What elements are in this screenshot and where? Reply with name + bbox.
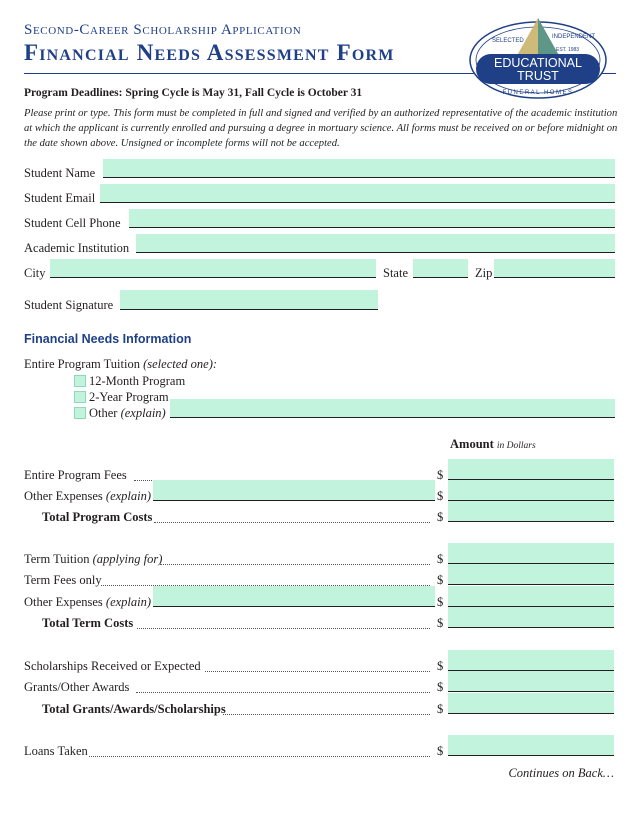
zip-field[interactable]: [494, 259, 615, 278]
tuition-label-text: Entire Program Tuition: [24, 357, 140, 371]
grants-dollar: $: [437, 680, 444, 694]
loans-leader: [89, 756, 430, 757]
state-label: State: [383, 266, 408, 280]
scholarships-amount[interactable]: [448, 650, 614, 671]
program-other-expenses-amount[interactable]: [448, 480, 614, 501]
term-other-expenses-label: [24, 595, 151, 610]
amount-header-text: Amount: [450, 437, 494, 451]
total-term-costs-dollar: $: [437, 616, 444, 630]
checkbox-other[interactable]: [74, 407, 86, 419]
total-program-costs-amount[interactable]: [448, 501, 614, 522]
educational-trust-logo: [468, 14, 608, 100]
financial-section-title: Financial Needs Information: [24, 332, 192, 346]
total-grants-label: Total Grants/Awards/Scholarships: [42, 702, 226, 716]
program-other-expenses-hint: (explain): [105, 489, 152, 503]
logo-selected-text: SELECTED: [492, 38, 524, 44]
term-tuition-leader: [160, 564, 430, 565]
grants-leader: [136, 692, 430, 693]
total-term-costs-leader: [137, 628, 430, 629]
option-2-year-label: 2-Year Program: [89, 390, 169, 404]
logo-independent-text: INDEPENDENT: [552, 34, 596, 40]
term-tuition-hint: (applying for): [92, 552, 163, 566]
instructions: Please print or type. This form must be completed in full and signed and verified by an authorized representative of the academic institution at which the applicant is currently enrolled and pursuing a degree in mortuary science. All forms must be received on or before midnight on the date shown above. Unsigned or incomplete forms will not be accepted.: [24, 108, 618, 149]
program-other-expenses-explain-field[interactable]: [153, 480, 435, 501]
term-other-expenses-amount[interactable]: [448, 586, 614, 607]
student-email-label: Student Email: [24, 191, 96, 205]
term-tuition-dollar: $: [437, 552, 444, 566]
logo-line1: EDUCATIONAL: [494, 56, 582, 70]
option-other-text: Other: [89, 406, 118, 420]
program-other-expenses-text: Other Expenses: [24, 489, 103, 503]
form-kicker: Second-Career Scholarship Application: [24, 22, 302, 38]
grants-label: Grants/Other Awards: [24, 680, 130, 694]
total-program-costs-dollar: $: [437, 510, 444, 524]
student-name-label: Student Name: [24, 166, 96, 180]
city-field[interactable]: [50, 259, 376, 278]
term-tuition-amount[interactable]: [448, 543, 614, 564]
term-other-expenses-dollar: $: [437, 595, 444, 609]
city-label: City: [24, 266, 46, 280]
scholarships-leader: [205, 671, 430, 672]
student-phone-label: Student Cell Phone: [24, 216, 121, 230]
program-fees-amount[interactable]: [448, 459, 614, 480]
amount-header: [450, 437, 536, 452]
term-tuition-label: [24, 552, 162, 567]
program-fees-dollar: $: [437, 468, 444, 482]
total-grants-amount[interactable]: [448, 693, 614, 714]
student-name-field[interactable]: [103, 159, 615, 178]
checkbox-12-month[interactable]: [74, 375, 86, 387]
total-term-costs-amount[interactable]: [448, 607, 614, 628]
checkbox-2-year[interactable]: [74, 391, 86, 403]
amount-unit: in Dollars: [496, 441, 536, 451]
program-other-expenses-label: [24, 489, 151, 504]
term-tuition-text: Term Tuition: [24, 552, 90, 566]
loans-amount[interactable]: [448, 735, 614, 756]
total-program-costs-leader: [154, 522, 430, 523]
form-title: Financial Needs Assessment Form: [24, 40, 395, 65]
logo-est-text: EST. 1983: [556, 47, 580, 53]
term-fees-dollar: $: [437, 573, 444, 587]
zip-label: Zip: [475, 266, 493, 280]
logo-funeral-homes-text: FUNERAL HOMES: [502, 90, 574, 96]
term-fees-amount[interactable]: [448, 564, 614, 585]
option-other-hint: (explain): [120, 406, 166, 420]
state-field[interactable]: [413, 259, 468, 278]
program-other-expenses-dollar: $: [437, 489, 444, 503]
student-signature-field[interactable]: [120, 290, 378, 310]
continues-on-back: Continues on Back…: [508, 766, 614, 780]
grants-amount[interactable]: [448, 671, 614, 692]
academic-institution-label: Academic Institution: [24, 241, 130, 255]
option-12-month-label: 12-Month Program: [89, 374, 186, 388]
tuition-label: [24, 357, 217, 372]
option-other-label: [89, 406, 166, 421]
loans-dollar: $: [437, 744, 444, 758]
total-term-costs-label: Total Term Costs: [42, 616, 134, 630]
academic-institution-field[interactable]: [136, 234, 615, 253]
scholarships-dollar: $: [437, 659, 444, 673]
loans-label: Loans Taken: [24, 744, 88, 758]
term-fees-label: Term Fees only: [24, 573, 102, 587]
scholarships-label: Scholarships Received or Expected: [24, 659, 201, 673]
other-program-explain-field[interactable]: [170, 399, 615, 418]
term-other-expenses-hint: (explain): [105, 595, 152, 609]
program-fees-label: Entire Program Fees: [24, 468, 127, 482]
logo-line2: TRUST: [517, 69, 559, 83]
student-phone-field[interactable]: [129, 209, 615, 228]
tuition-hint: (selected one):: [143, 357, 218, 371]
student-email-field[interactable]: [100, 184, 615, 203]
total-program-costs-label: Total Program Costs: [42, 510, 153, 524]
program-deadlines: Program Deadlines: Spring Cycle is May 31, Fall Cycle is October 31: [24, 87, 363, 99]
term-other-expenses-text: Other Expenses: [24, 595, 103, 609]
total-grants-dollar: $: [437, 702, 444, 716]
student-signature-label: Student Signature: [24, 298, 114, 312]
total-grants-leader: [223, 714, 430, 715]
term-other-expenses-explain-field[interactable]: [153, 586, 435, 607]
